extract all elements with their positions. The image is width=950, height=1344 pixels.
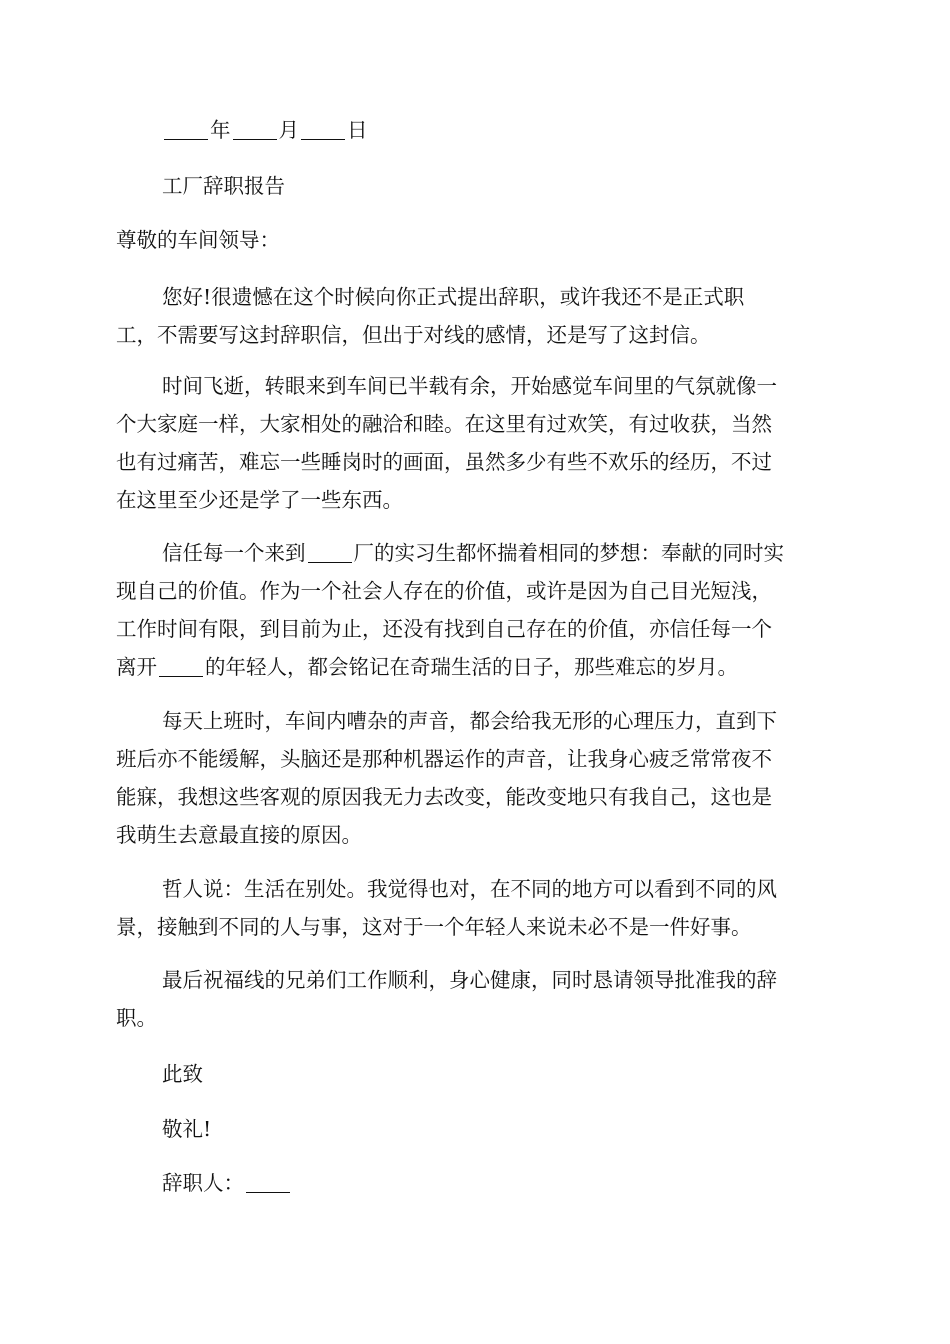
paragraph-line [116,534,832,572]
paragraph-line: 您好!很遗憾在这个时候向你正式提出辞职，或许我还不是正式职 [162,285,745,309]
paragraph-line: 职。 [116,1006,157,1030]
paragraph-line: 景，接触到不同的人与事，这对于一个年轻人来说未必不是一件好事。 [116,915,752,939]
paragraph-2 [116,367,832,519]
signature-line [162,1168,292,1198]
paragraph-line: 在这里至少还是学了一些东西。 [116,488,403,512]
paragraph-line: 最后祝福线的兄弟们工作顺利，身心健康，同时恳请领导批准我的辞 [162,968,777,992]
closing: 此致 [162,1062,203,1086]
paragraph-line [116,648,832,686]
paragraph-line: 也有过痛苦，难忘一些睡岗时的画面，虽然多少有些不欢乐的经历，不过 [116,450,772,474]
paragraph-line: 能寐，我想这些客观的原因我无力去改变，能改变地只有我自己，这也是 [116,785,772,809]
date-line [162,115,368,145]
factory-name-blank [308,542,352,563]
paragraph-line: 哲人说：生活在别处。我觉得也对，在不同的地方可以看到不同的风 [162,877,777,901]
paragraph-line: 工，不需要写这封辞职信，但出于对线的感情，还是写了这封信。 [116,323,711,347]
paragraph-3 [116,534,832,686]
signature-blank [246,1172,290,1193]
day-label: 日 [347,118,368,142]
year-blank [164,119,208,140]
regards: 敬礼! [162,1117,212,1141]
paragraph-line: 现自己的价值。作为一个社会人存在的价值，或许是因为自己目光短浅， [116,579,772,603]
signature-label: 辞职人： [162,1171,244,1195]
month-label: 月 [278,118,299,142]
paragraph-line: 时间飞逝，转眼来到车间已半载有余，开始感觉车间里的气氛就像一 [162,374,777,398]
paragraph-4 [116,702,832,854]
paragraph-text: 厂的实习生都怀揣着相同的梦想：奉献的同时实 [353,541,784,565]
year-label: 年 [210,118,231,142]
month-blank [233,119,277,140]
day-blank [301,119,345,140]
paragraph-line: 个大家庭一样，大家相处的融洽和睦。在这里有过欢笑，有过收获，当然 [116,412,772,436]
paragraph-line: 我萌生去意最直接的原因。 [116,823,362,847]
document-title: 工厂辞职报告 [162,174,285,198]
paragraph-line: 每天上班时，车间内嘈杂的声音，都会给我无形的心理压力，直到下 [162,709,777,733]
company-name-blank [159,656,203,677]
paragraph-text: 离开 [116,655,157,679]
paragraph-1 [116,278,832,354]
paragraph-6 [116,961,832,1037]
paragraph-line: 工作时间有限，到目前为止，还没有找到自己存在的价值，亦信任每一个 [116,617,772,641]
paragraph-text: 信任每一个来到 [162,541,306,565]
paragraph-text: 的年轻人，都会铭记在奇瑞生活的日子，那些难忘的岁月。 [205,655,738,679]
paragraph-5 [116,870,832,946]
salutation: 尊敬的车间领导： [116,228,280,252]
paragraph-line: 班后亦不能缓解，头脑还是那种机器运作的声音，让我身心疲乏常常夜不 [116,747,772,771]
